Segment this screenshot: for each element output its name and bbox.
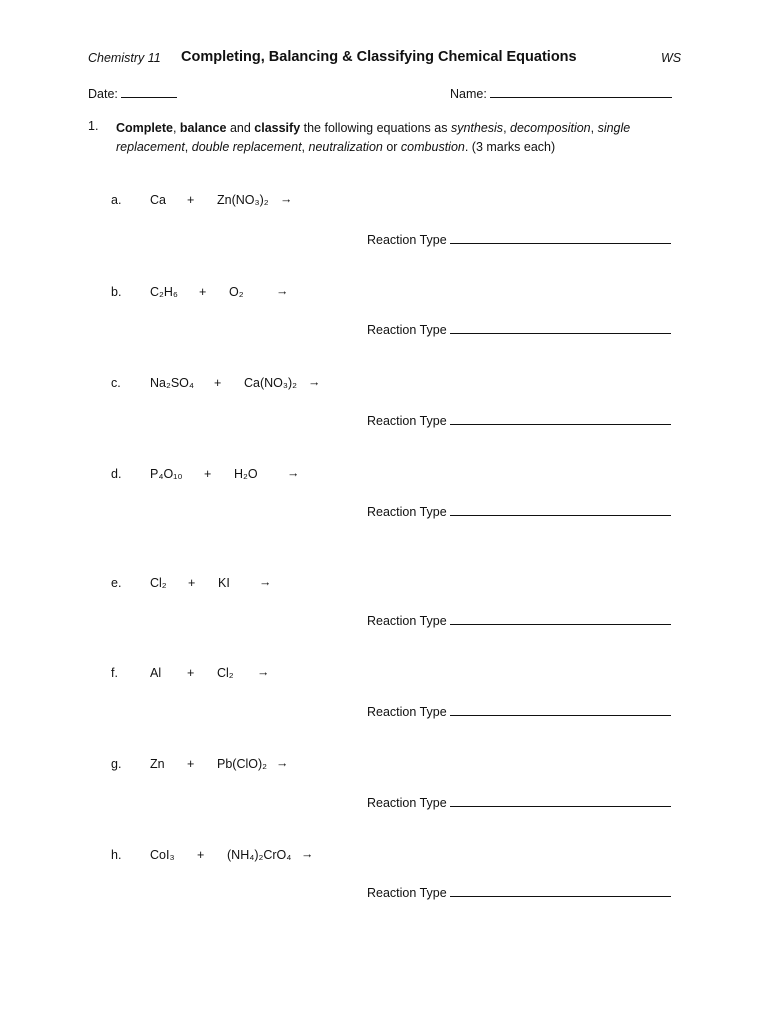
- sep-6: ,: [301, 140, 309, 154]
- name-label: Name:: [450, 87, 487, 101]
- question-number: 1.: [88, 119, 99, 133]
- reactant-2: Ca(NO₃)₂: [244, 376, 297, 390]
- reaction-type-field[interactable]: [367, 503, 671, 519]
- sep-7: or: [382, 140, 401, 154]
- arrow-icon: →: [308, 375, 321, 389]
- reaction-type-label: Reaction Type: [367, 414, 447, 428]
- type-synthesis: synthesis: [450, 121, 504, 135]
- plus-sign: +: [204, 467, 212, 481]
- item-letter: g.: [111, 757, 122, 771]
- arrow-icon: →: [280, 192, 293, 206]
- reaction-type-label: Reaction Type: [367, 796, 447, 810]
- sep-5: ,: [184, 140, 192, 154]
- date-field[interactable]: [88, 85, 177, 101]
- reactant-1: CoI₃: [150, 848, 175, 862]
- sep-4: ,: [590, 121, 598, 135]
- word-balance: balance: [179, 121, 227, 135]
- reaction-type-label: Reaction Type: [367, 323, 447, 337]
- text-1: the following equations as: [300, 121, 451, 135]
- reactant-2: H₂O: [234, 467, 258, 481]
- reaction-type-field[interactable]: [367, 231, 671, 247]
- word-classify: classify: [254, 121, 301, 135]
- date-label: Date:: [88, 87, 118, 101]
- reactant-1: Al: [150, 666, 162, 680]
- reactant-1: Cl₂: [150, 576, 167, 590]
- reaction-type-label: Reaction Type: [367, 614, 447, 628]
- date-blank[interactable]: [121, 85, 177, 98]
- reaction-type-blank[interactable]: [450, 794, 671, 807]
- reaction-type-blank[interactable]: [450, 412, 671, 425]
- arrow-icon: →: [301, 847, 314, 861]
- reactant-2: Cl₂: [217, 666, 234, 680]
- plus-sign: +: [199, 285, 207, 299]
- item-letter: c.: [111, 376, 121, 390]
- reactant-2: Zn(NO₃)₂: [217, 193, 269, 207]
- reaction-type-label: Reaction Type: [367, 886, 447, 900]
- reactant-1: Zn: [150, 757, 165, 771]
- sep-1: ,: [172, 121, 180, 135]
- plus-sign: +: [187, 666, 195, 680]
- reaction-type-label: Reaction Type: [367, 233, 447, 247]
- plus-sign: +: [188, 576, 196, 590]
- reactant-1: Ca: [150, 193, 166, 207]
- reaction-type-field[interactable]: [367, 794, 671, 810]
- course-label: Chemistry 11: [88, 51, 161, 65]
- plus-sign: +: [197, 848, 205, 862]
- word-complete: Complete: [116, 121, 173, 135]
- sep-3: ,: [503, 121, 511, 135]
- reactant-1: C₂H₆: [150, 285, 178, 299]
- arrow-icon: →: [257, 665, 270, 679]
- arrow-icon: →: [259, 575, 272, 589]
- type-decomposition: decomposition: [510, 121, 591, 135]
- name-field[interactable]: [450, 85, 672, 101]
- reaction-type-field[interactable]: [367, 412, 671, 428]
- reaction-type-label: Reaction Type: [367, 705, 447, 719]
- reaction-type-blank[interactable]: [450, 231, 671, 244]
- reactant-2: O₂: [229, 285, 244, 299]
- question-instructions: [116, 119, 676, 157]
- arrow-icon: →: [276, 284, 289, 298]
- worksheet-tag: WS: [661, 51, 682, 65]
- item-letter: e.: [111, 576, 122, 590]
- reactant-2: KI: [218, 576, 230, 590]
- plus-sign: +: [187, 757, 195, 771]
- item-letter: h.: [111, 848, 122, 862]
- text-2: . (3 marks each): [464, 140, 556, 154]
- reactant-2: Pb(ClO)₂: [217, 757, 267, 771]
- reactant-1: P₄O₁₀: [150, 467, 183, 481]
- item-letter: a.: [111, 193, 122, 207]
- type-neutralization: neutralization: [308, 140, 383, 154]
- item-letter: d.: [111, 467, 122, 481]
- plus-sign: +: [187, 193, 195, 207]
- reaction-type-blank[interactable]: [450, 503, 671, 516]
- type-single-replacement: single replacement: [116, 121, 631, 154]
- type-combustion: combustion: [400, 140, 465, 154]
- reaction-type-blank[interactable]: [450, 612, 671, 625]
- worksheet-title: Completing, Balancing & Classifying Chemical Equations: [181, 49, 577, 65]
- arrow-icon: →: [287, 466, 300, 480]
- type-double-replacement: double replacement: [191, 140, 302, 154]
- reaction-type-field[interactable]: [367, 884, 671, 900]
- arrow-icon: →: [276, 756, 289, 770]
- reaction-type-field[interactable]: [367, 703, 671, 719]
- item-letter: b.: [111, 285, 122, 299]
- reactant-1: Na₂SO₄: [150, 376, 194, 390]
- reaction-type-blank[interactable]: [450, 884, 671, 897]
- item-letter: f.: [111, 666, 118, 680]
- reaction-type-label: Reaction Type: [367, 505, 447, 519]
- reaction-type-field[interactable]: [367, 321, 671, 337]
- plus-sign: +: [214, 376, 222, 390]
- sep-2: and: [226, 121, 255, 135]
- name-blank[interactable]: [490, 85, 672, 98]
- reactant-2: (NH₄)₂CrO₄: [227, 848, 292, 862]
- reaction-type-field[interactable]: [367, 612, 671, 628]
- reaction-type-blank[interactable]: [450, 321, 671, 334]
- reaction-type-blank[interactable]: [450, 703, 671, 716]
